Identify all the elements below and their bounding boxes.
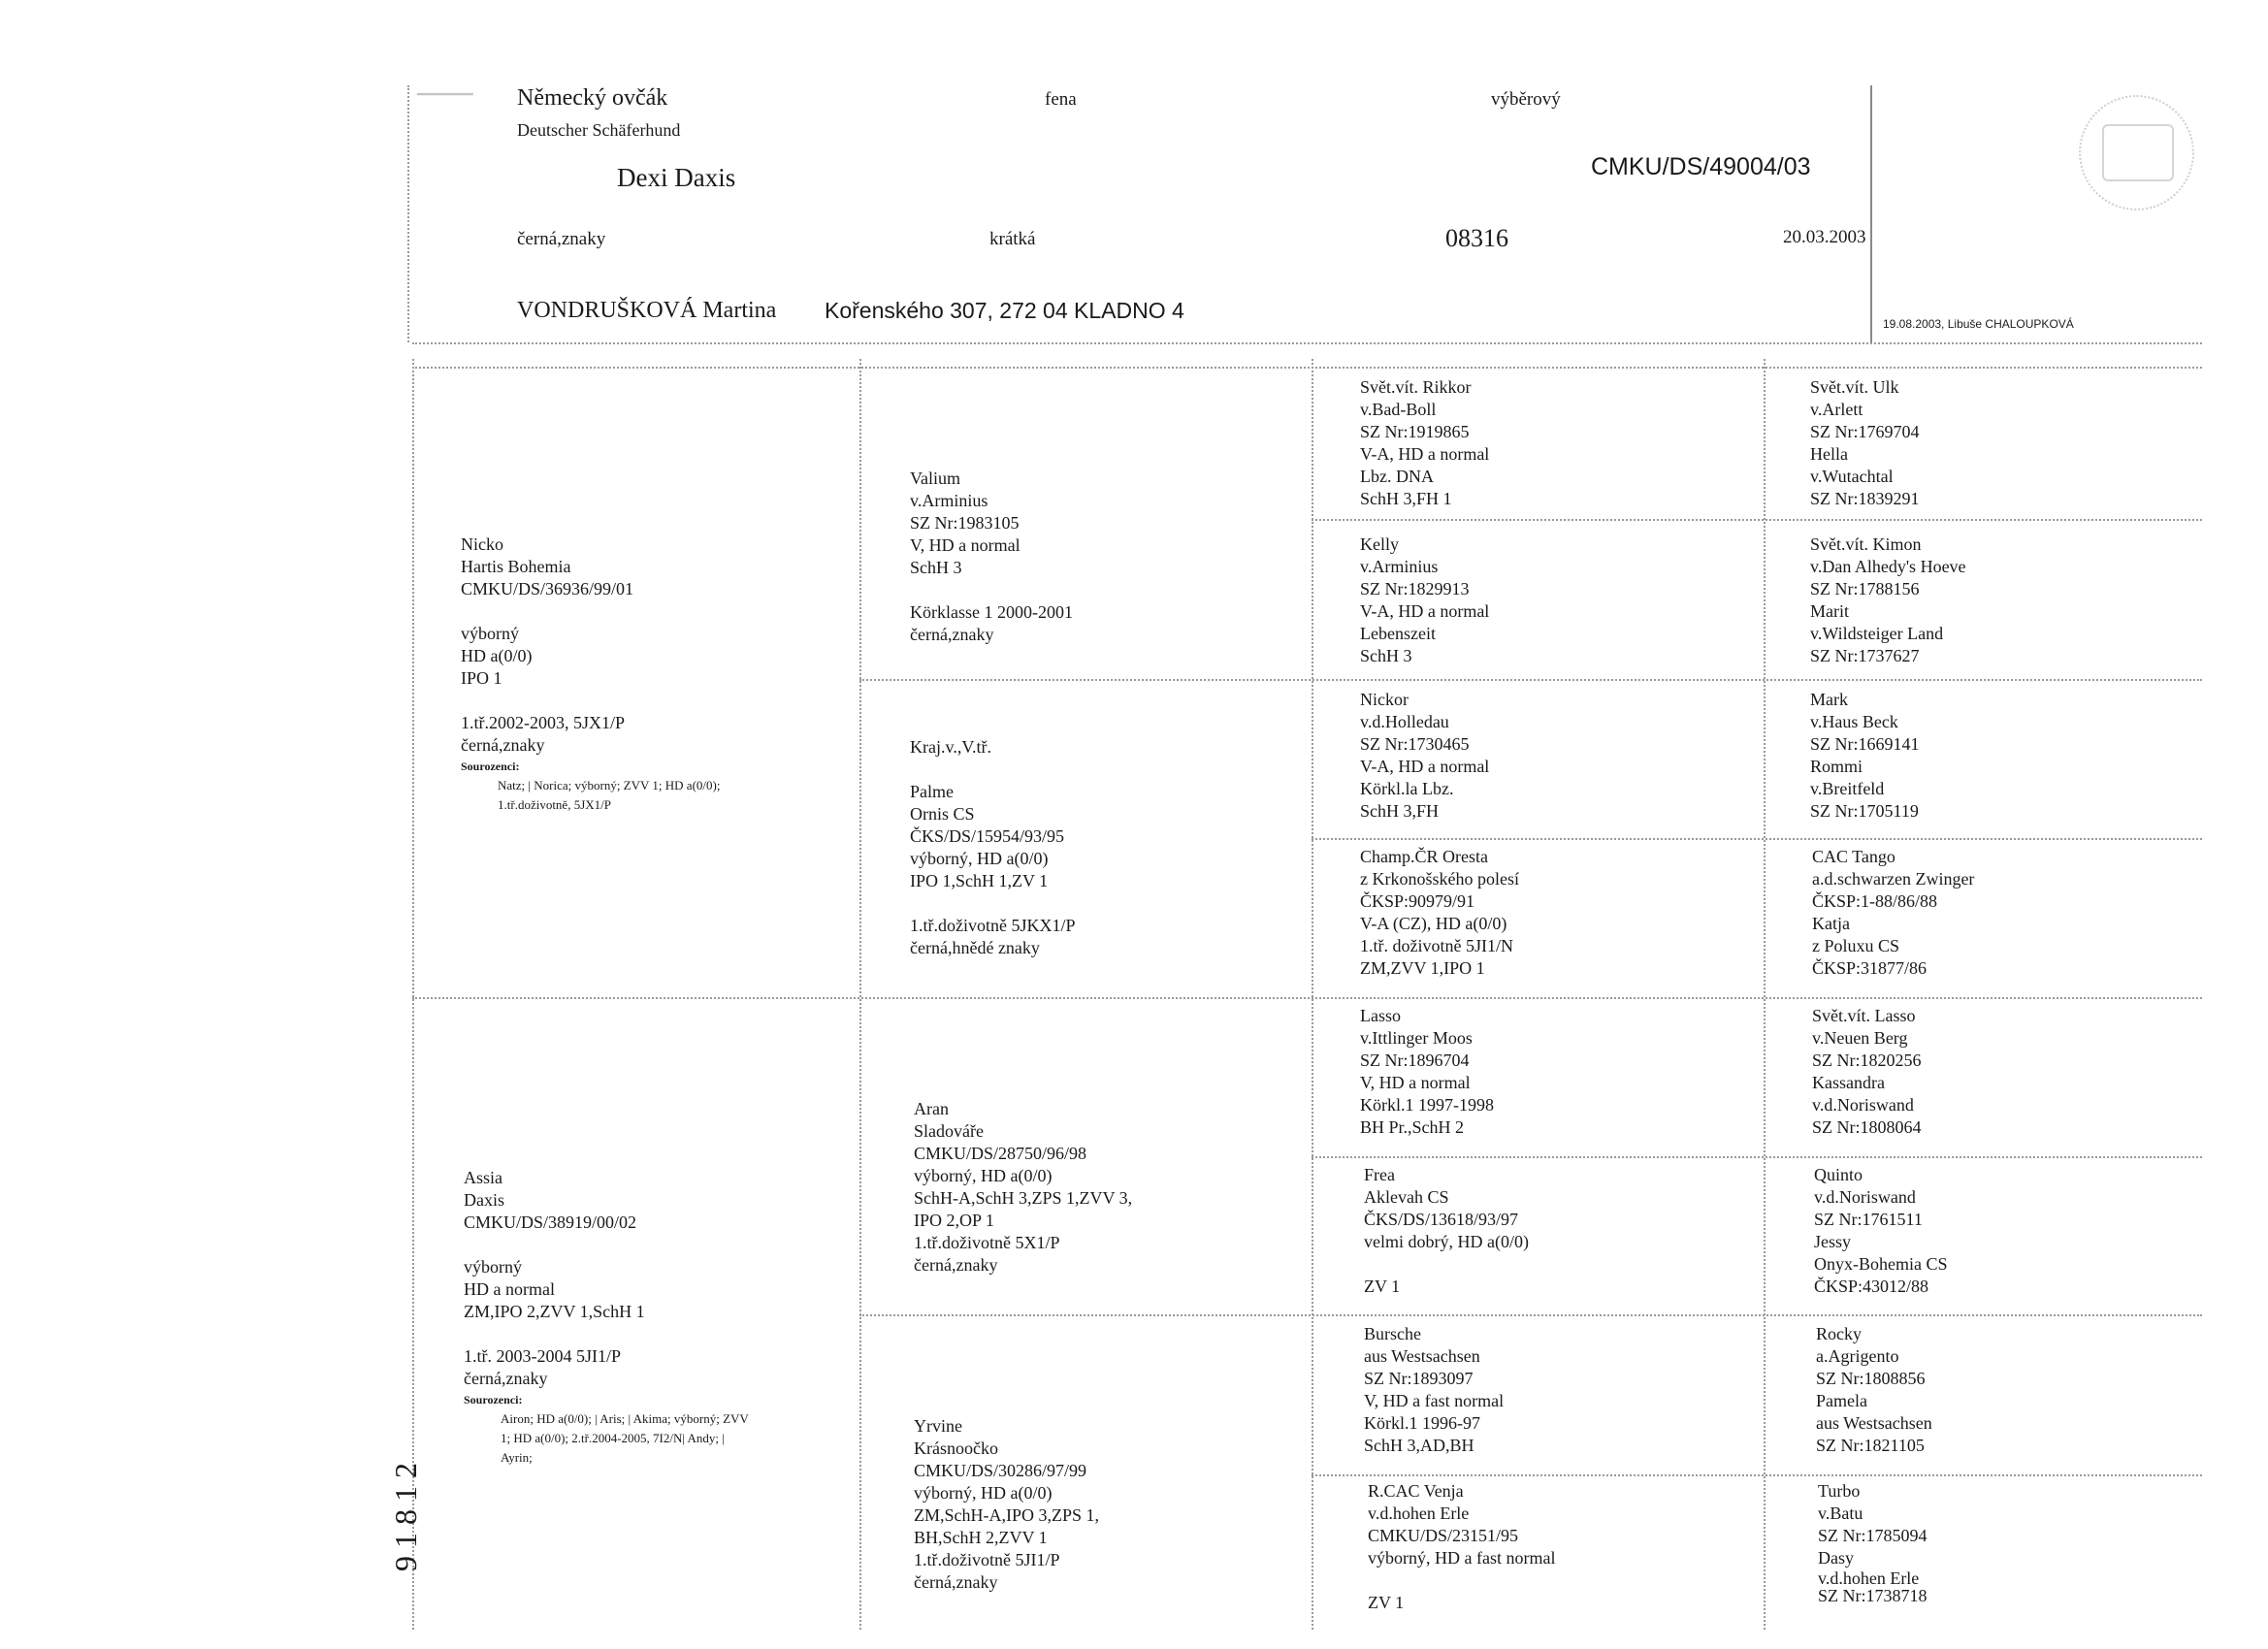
g2-line: černá,znaky [914,1255,998,1275]
g2-line: Aran [914,1099,949,1118]
g3-line: V-A, HD a normal [1360,757,1490,776]
g4-line: Hella [1810,444,1848,464]
siblings-line: 1; HD a(0/0); 2.tř.2004-2005, 7I2/N| Andy; | [501,1431,725,1445]
g4-line: aus Westsachsen [1816,1413,1932,1433]
g4-line: Marit [1810,601,1849,621]
g4-line: CAC Tango [1812,847,1895,866]
gen3-3 [1360,846,1519,980]
siblings-line: 1.tř.doživotně, 5JX1/P [498,797,611,812]
g4-line: v.Batu [1818,1504,1863,1523]
g2-line: Ornis CS [910,804,975,824]
g4-line: SZ Nr:1821105 [1816,1436,1925,1455]
g4-line: v.Neuen Berg [1812,1028,1908,1048]
gen4-3 [1812,846,1974,980]
gen4-2 [1810,689,1920,823]
g2-line: 1.tř.doživotně 5X1/P [914,1233,1060,1252]
g3-line: SchH 3,AD,BH [1364,1436,1474,1455]
gen4-1 [1810,534,1966,667]
g4-line: a.d.schwarzen Zwinger [1812,869,1975,889]
g3-line: SZ Nr:1730465 [1360,734,1470,754]
g3-line: V-A, HD a normal [1360,444,1490,464]
gen3-0 [1360,376,1489,510]
color: černá,znaky [517,229,606,249]
g4-line: Onyx-Bohemia CS [1814,1254,1948,1274]
g2-line: výborný, HD a(0/0) [914,1483,1053,1503]
grid-line [1312,519,2202,521]
g3-line: SZ Nr:1896704 [1360,1051,1470,1070]
g3-line: v.Bad-Boll [1360,400,1437,419]
g4-line: a.Agrigento [1816,1346,1899,1366]
g3-line: Lasso [1360,1006,1401,1025]
g4-line: Svět.vít. Lasso [1812,1006,1916,1025]
coat: krátká [989,229,1036,249]
g3-line: V-A (CZ), HD a(0/0) [1360,914,1507,933]
g3-line: v.Ittlinger Moos [1360,1028,1473,1048]
grid-line [1312,359,1313,1630]
g2-line: IPO 2,OP 1 [914,1211,994,1230]
grid-line [412,342,2202,344]
gen4-7 [1818,1480,1928,1604]
gen4-4 [1812,1005,1922,1139]
gen2-palme [910,736,1076,959]
g3-line: V, HD a normal [1360,1073,1471,1092]
g3-line: Aklevah CS [1364,1187,1449,1207]
g4-line: Quinto [1814,1165,1863,1184]
g2-line: ČKS/DS/15954/93/95 [910,826,1065,846]
dam-line: výborný [464,1257,522,1277]
g3-line [1364,1253,1529,1276]
grid-line [412,997,2202,999]
sire-line [461,690,720,712]
sire-line: Hartis Bohemia [461,557,571,576]
reg-number: CMKU/DS/49004/03 [1591,153,1811,180]
g2-line: SZ Nr:1983105 [910,513,1020,533]
grid-line [859,679,2202,681]
dog-name: Dexi Daxis [617,163,736,192]
grid-line [412,359,414,1630]
g4-line: v.Wildsteiger Land [1810,624,1944,643]
dam-line: černá,znaky [464,1369,548,1388]
registry-number: 91812 [388,1455,423,1571]
g3-line: Bursche [1364,1324,1421,1343]
siblings-label: Sourozenci: [464,1393,523,1406]
g2-line: V, HD a normal [910,535,1021,555]
g4-line: Mark [1810,690,1848,709]
g2-line [910,892,1076,915]
gen3-1 [1360,534,1489,667]
g4-line: v.Arlett [1810,400,1863,419]
g3-line: V-A, HD a normal [1360,601,1490,621]
breed: Německý ovčák [517,85,668,111]
g2-line: v.Arminius [910,491,988,510]
g4-line: ČKSP:43012/88 [1814,1277,1929,1296]
g2-line: SchH 3 [910,558,962,577]
g4-line: v.Wutachtal [1810,467,1894,486]
g2-line: výborný, HD a(0/0) [914,1166,1053,1185]
sire-line: HD a(0/0) [461,646,533,665]
dam [464,1167,749,1468]
g2-line: 1.tř.doživotně 5JI1/P [914,1550,1060,1569]
g3-line: SZ Nr:1893097 [1364,1369,1474,1388]
g4-line: ČKSP:1-88/86/88 [1812,891,1938,911]
dam-line: Daxis [464,1190,504,1210]
g3-line: ČKS/DS/13618/93/97 [1364,1210,1519,1229]
g3-line: aus Westsachsen [1364,1346,1480,1366]
g2-line: černá,znaky [910,625,994,644]
sire [461,534,720,815]
g4-line: v.d.Noriswand [1812,1095,1914,1115]
g2-line: Krásnoočko [914,1439,998,1458]
dam-line [464,1234,749,1256]
g3-line: ZV 1 [1364,1277,1401,1296]
gen3-4 [1360,1005,1494,1139]
dam-line: CMKU/DS/38919/00/02 [464,1212,637,1232]
g3-line: Kelly [1360,534,1399,554]
g3-line: ZV 1 [1368,1593,1405,1612]
rating: výběrový [1491,89,1561,110]
grid-line [859,1314,2202,1316]
dam-line: HD a normal [464,1279,555,1299]
g4-line: v.d.Noriswand [1814,1187,1916,1207]
sire-line: černá,znaky [461,735,545,755]
g4-line: Rocky [1816,1324,1862,1343]
g2-line: BH,SchH 2,ZVV 1 [914,1528,1048,1547]
gen4-0 [1810,376,1920,510]
siblings-line: Ayrin; [501,1450,533,1465]
g3-line [1368,1569,1555,1592]
g4-line: SZ Nr:1839291 [1810,489,1920,508]
g4-line: SZ Nr:1769704 [1810,422,1920,441]
g3-line: SchH 3,FH 1 [1360,489,1452,508]
sire-line: Nicko [461,534,503,554]
g3-line: SZ Nr:1919865 [1360,422,1470,441]
g4-line: Jessy [1814,1232,1852,1251]
g4-line: Rommi [1810,757,1863,776]
grid-line [1312,1474,2202,1476]
grid-line [1312,838,2202,840]
office-stamp [2079,95,2194,210]
g4-line: v.d.hohen Erle [1818,1568,1920,1588]
gen4-5 [1814,1164,1948,1298]
g2-line: ZM,SchH-A,IPO 3,ZPS 1, [914,1505,1100,1525]
gen2-yrvine [914,1415,1099,1594]
sex: fena [1045,89,1077,110]
dam-line: ZM,IPO 2,ZVV 1,SchH 1 [464,1302,645,1321]
sire-line: CMKU/DS/36936/99/01 [461,579,634,598]
gen2-valium [910,468,1073,646]
g3-line: Körkl.1 1996-97 [1364,1413,1480,1433]
g3-line: velmi dobrý, HD a(0/0) [1364,1232,1529,1251]
g3-line: SZ Nr:1829913 [1360,579,1470,598]
g3-line: v.Arminius [1360,557,1439,576]
g4-line: SZ Nr:1669141 [1810,734,1920,754]
g4-line: Svět.vít. Ulk [1810,377,1899,397]
header-divider [1870,85,1872,342]
g2-line: černá,znaky [914,1572,998,1592]
g4-line: SZ Nr:1737627 [1810,646,1920,665]
faint-label: ▔▔▔▔▔ [417,94,473,111]
sire-line [461,600,720,623]
g3-line: Svět.vít. Rikkor [1360,377,1472,397]
g2-line: 1.tř.doživotně 5JKX1/P [910,916,1076,935]
g3-line: 1.tř. doživotně 5JI1/N [1360,936,1513,955]
g2-line [910,579,1073,601]
gen2-aran [914,1098,1132,1277]
g3-line: SchH 3,FH [1360,801,1440,821]
gen3-2 [1360,689,1489,823]
g4-line: SZ Nr:1820256 [1812,1051,1922,1070]
g2-line: Kraj.v.,V.tř. [910,737,991,757]
gen3-6 [1364,1323,1504,1457]
grid-line [859,359,861,1630]
g3-line: SchH 3 [1360,646,1412,665]
grid-line [412,367,2202,369]
g4-line: v.Haus Beck [1810,712,1898,731]
g2-line: Palme [910,782,954,801]
siblings-line: Airon; HD a(0/0); | Aris; | Akima; výborný; ZVV [501,1411,749,1426]
birth-date: 20.03.2003 [1783,227,1866,247]
g4-line: SZ Nr:1808064 [1812,1117,1922,1137]
sire-siblings [461,757,720,815]
g3-line: Lbz. DNA [1360,467,1434,486]
g3-line: v.d.Holledau [1360,712,1449,731]
owner-address: Kořenského 307, 272 04 KLADNO 4 [825,298,1184,323]
sire-line: 1.tř.2002-2003, 5JX1/P [461,713,626,732]
g3-line: Champ.ČR Oresta [1360,847,1488,866]
g4-line: SZ Nr:1738718 [1818,1586,1928,1605]
tattoo: 08316 [1445,224,1508,252]
g3-line: z Krkonošského polesí [1360,869,1519,889]
g2-line [910,759,1076,781]
g4-line: SZ Nr:1761511 [1814,1210,1923,1229]
sire-line: IPO 1 [461,668,502,688]
g3-line: R.CAC Venja [1368,1481,1464,1501]
owner-name: VONDRUŠKOVÁ Martina [517,298,777,323]
header-left-edge [407,85,409,342]
dam-line [464,1323,749,1345]
g2-line: Yrvine [914,1416,962,1436]
g4-line: Svět.vít. Kimon [1810,534,1922,554]
g3-line: V, HD a fast normal [1364,1391,1505,1410]
g4-line: v.Dan Alhedy's Hoeve [1810,557,1966,576]
g3-line: Körkl.la Lbz. [1360,779,1454,798]
g4-line: SZ Nr:1705119 [1810,801,1919,821]
g3-line: ČKSP:90979/91 [1360,891,1475,911]
issued-note: 19.08.2003, Libuše CHALOUPKOVÁ [1883,317,2074,331]
g4-line: Turbo [1818,1481,1861,1501]
g4-line: Kassandra [1812,1073,1885,1092]
breed-de: Deutscher Schäferhund [517,120,681,140]
g4-line: Pamela [1816,1391,1867,1410]
g3-line: výborný, HD a fast normal [1368,1548,1556,1568]
g2-line: CMKU/DS/28750/96/98 [914,1144,1087,1163]
g4-line: SZ Nr:1785094 [1818,1526,1928,1545]
g2-line: černá,hnědé znaky [910,938,1040,957]
g3-line: CMKU/DS/23151/95 [1368,1526,1519,1545]
g4-line: SZ Nr:1788156 [1810,579,1920,598]
siblings-line: Natz; | Norica; výborný; ZVV 1; HD a(0/0); [498,778,721,792]
g4-line: z Poluxu CS [1812,936,1900,955]
dam-siblings [464,1390,749,1468]
g2-line: IPO 1,SchH 1,ZV 1 [910,871,1049,890]
gen3-7 [1368,1480,1555,1614]
g3-line: Lebenszeit [1360,624,1436,643]
g2-line: CMKU/DS/30286/97/99 [914,1461,1087,1480]
g3-line: Nickor [1360,690,1409,709]
g3-line: Frea [1364,1165,1395,1184]
grid-line [1312,1156,2202,1158]
dam-line: Assia [464,1168,502,1187]
gen3-5 [1364,1164,1529,1298]
dam-line: 1.tř. 2003-2004 5JI1/P [464,1346,621,1366]
grid-line [1764,359,1766,1630]
sire-line: výborný [461,624,519,643]
gen4-6 [1816,1323,1932,1457]
g2-line: Körklasse 1 2000-2001 [910,602,1073,622]
g2-line: Valium [910,469,960,488]
g2-line: výborný, HD a(0/0) [910,849,1049,868]
g3-line: v.d.hohen Erle [1368,1504,1470,1523]
g2-line: SchH-A,SchH 3,ZPS 1,ZVV 3, [914,1188,1133,1208]
g4-line: Katja [1812,914,1850,933]
g3-line: BH Pr.,SchH 2 [1360,1117,1465,1137]
g4-line: Dasy [1818,1548,1854,1568]
g4-line: v.Breitfeld [1810,779,1885,798]
siblings-label: Sourozenci: [461,760,520,773]
g4-line: SZ Nr:1808856 [1816,1369,1926,1388]
g4-line: ČKSP:31877/86 [1812,958,1928,978]
g3-line: Körkl.1 1997-1998 [1360,1095,1494,1115]
g3-line: ZM,ZVV 1,IPO 1 [1360,958,1485,978]
g2-line: Sladováře [914,1121,984,1141]
